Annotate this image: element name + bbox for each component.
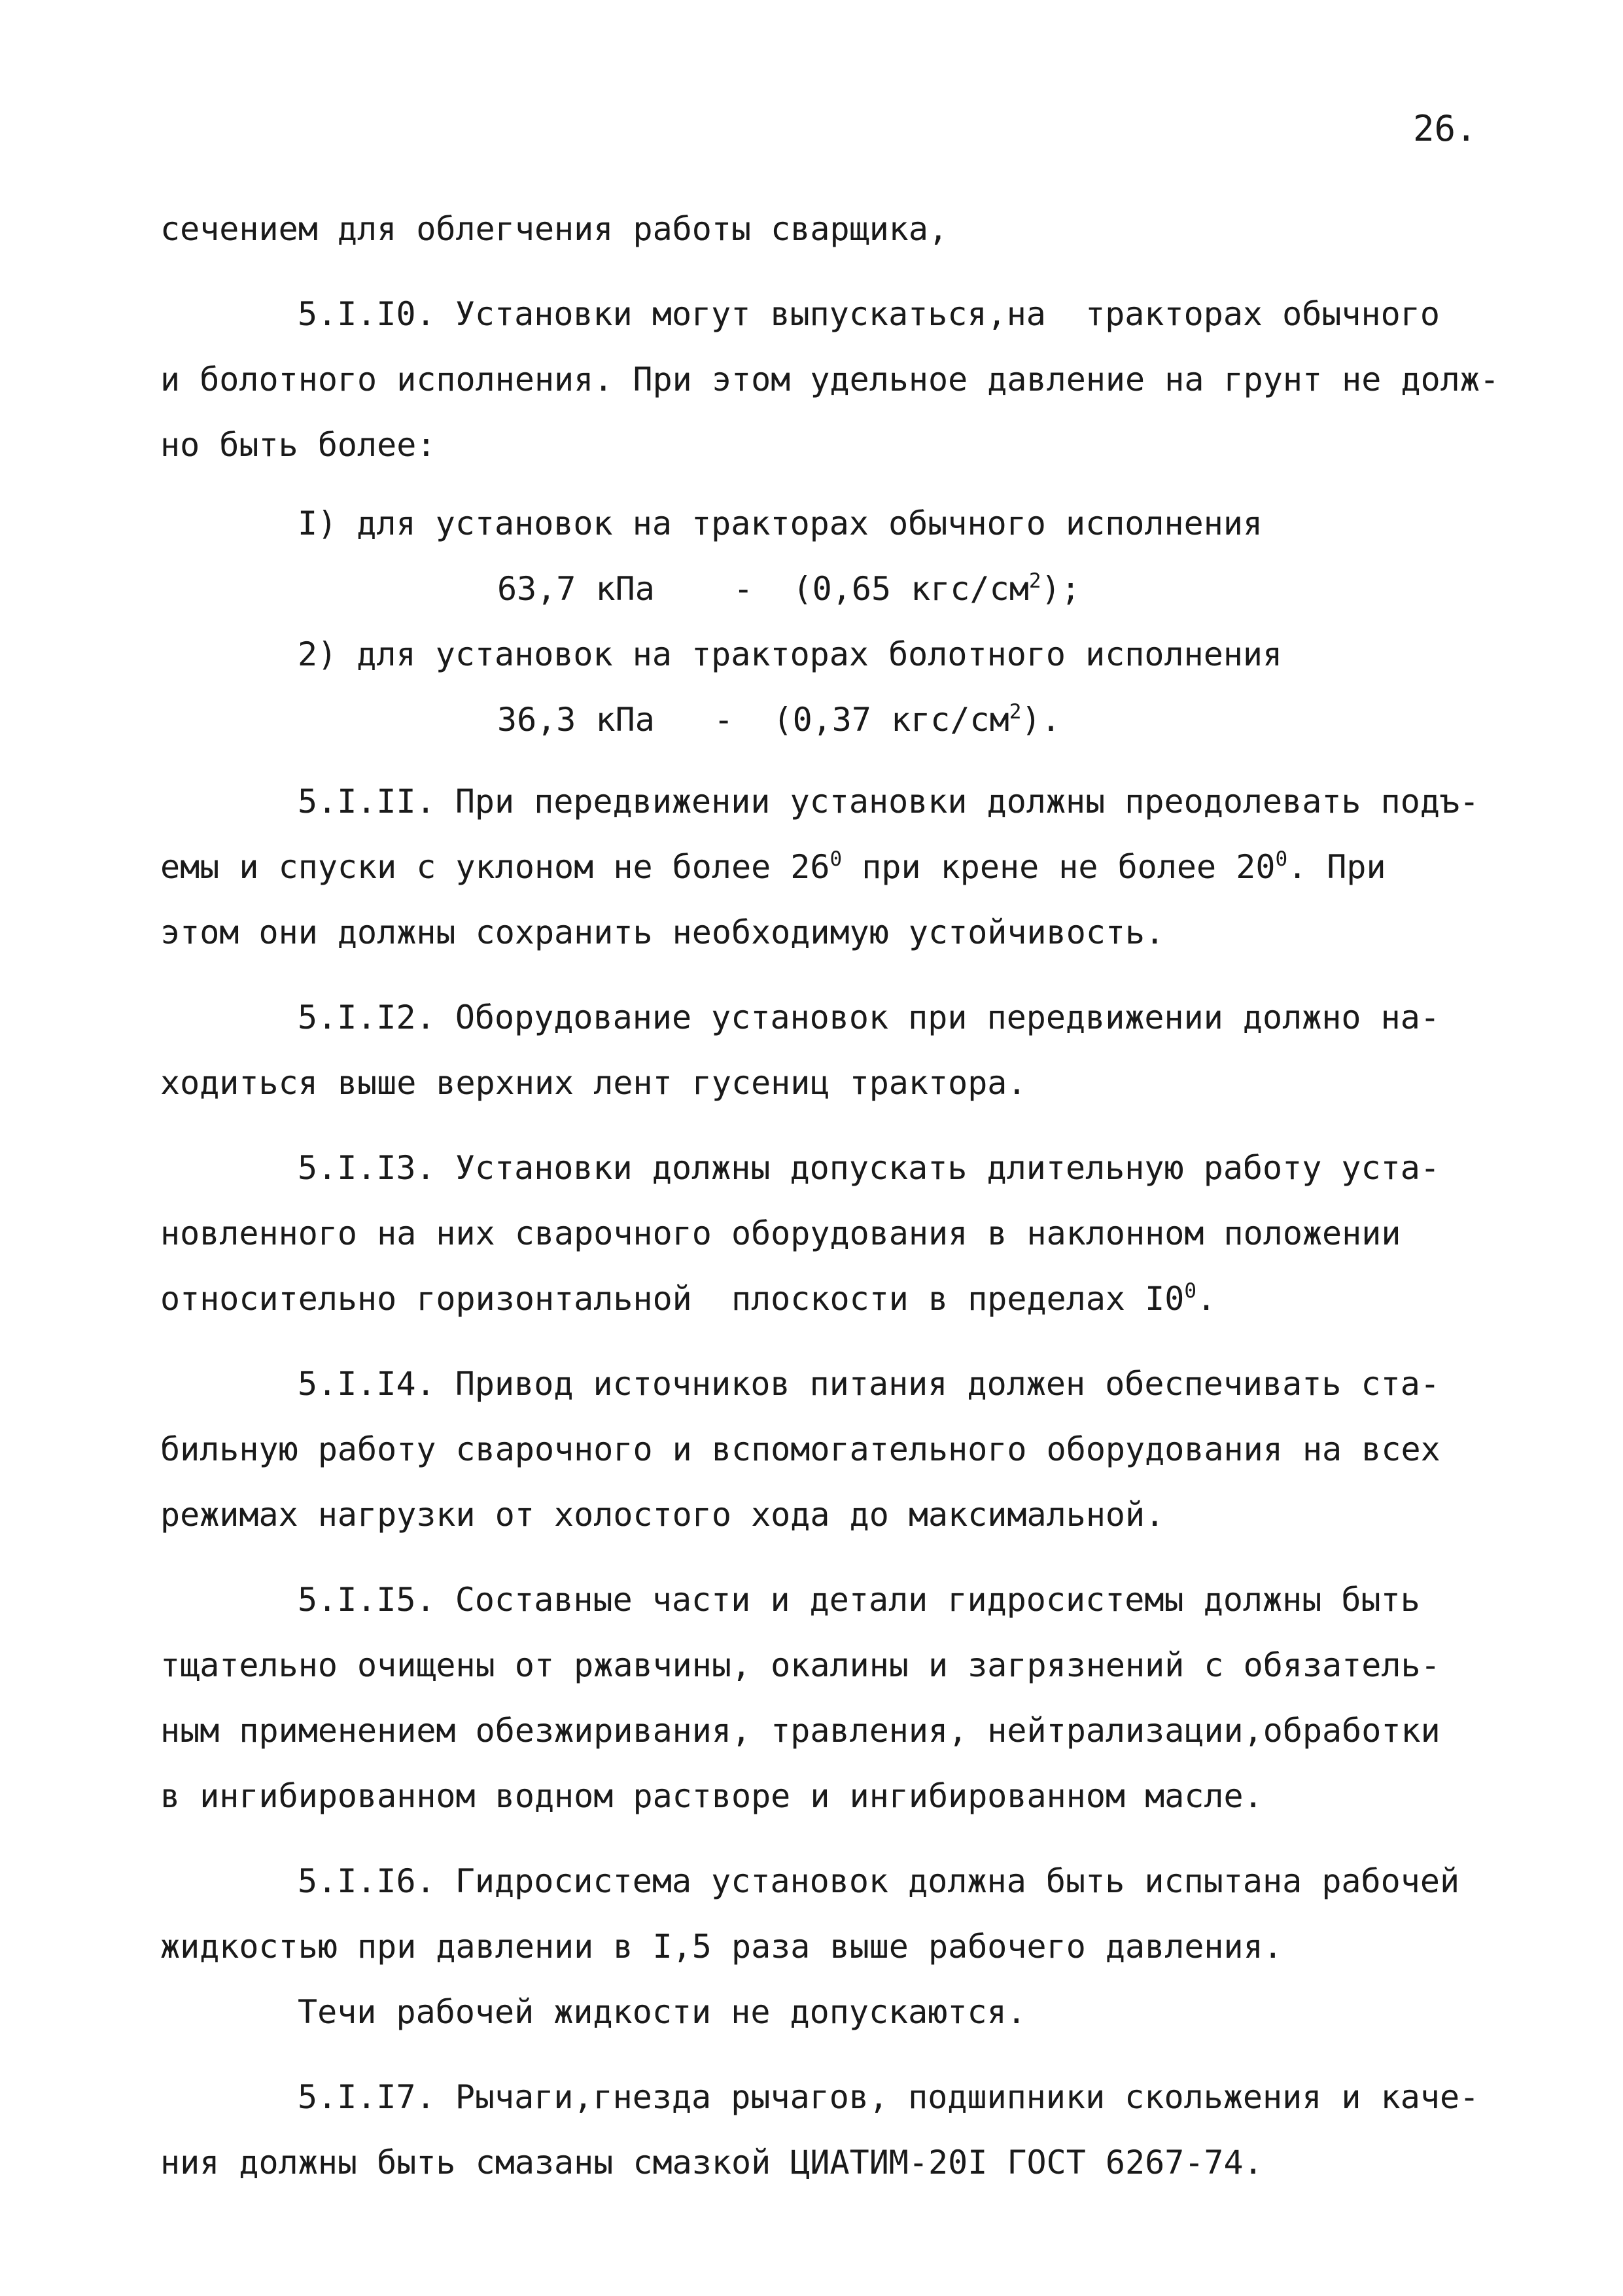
text-line: новленного на них сварочного оборудования в наклонном положении [160, 1214, 1401, 1252]
text-line: тщательно очищены от ржавчины, окалины и загрязнений с обязатель- [160, 1646, 1440, 1684]
degree-mark: 0 [1275, 847, 1288, 871]
paragraph-5-1-12: 5.I.I2. Оборудование установок при передвижении должно на- [298, 998, 1440, 1036]
dash: - [733, 570, 754, 608]
paragraph-5-1-13: 5.I.I3. Установки должны допускать длительную работу уста- [298, 1149, 1440, 1187]
text-line: ным применением обезжиривания, травления, нейтрализации,обработки [160, 1712, 1440, 1750]
pressure-kgf: (0,37 кгс/см [773, 701, 1009, 739]
text-line: относительно горизонтальной плоскости в пределах $I0^0$. [160, 1279, 1217, 1318]
dash: - [714, 701, 734, 739]
superscript: 2 [1028, 569, 1041, 593]
pressure-kpa: 36,3 кПа [497, 701, 655, 739]
list-item-1: I) для установок на тракторах обычного исполнения [298, 504, 1263, 542]
text-line: Течи рабочей жидкости не допускаются. [298, 1993, 1026, 2031]
superscript: 2 [1009, 699, 1022, 724]
pressure-value-2: 36,3 кПа - (0,37 кгс/$см^2$). [497, 699, 1061, 739]
paragraph-5-1-16: 5.I.I6. Гидросистема установок должна быть испытана рабочей [298, 1862, 1460, 1900]
text-line: в ингибированном водном растворе и ингибированном масле. [160, 1777, 1263, 1815]
degree-mark: 0 [1184, 1279, 1197, 1303]
text-line: этом они должны сохранить необходимую устойчивость. [160, 913, 1165, 951]
paragraph-5-1-14: 5.I.I4. Привод источников питания должен обеспечивать ста- [298, 1365, 1440, 1403]
text-line: но быть более: [160, 426, 436, 464]
text-line: и болотного исполнения. При этом удельное давление на грунт не долж- [160, 361, 1499, 398]
text-line: ходиться выше верхних лент гусениц трактора. [160, 1064, 1027, 1102]
paragraph-5-1-10: 5.I.I0. Установки могут выпускаться,на тракторах обычного [298, 295, 1440, 333]
text-line: сечением для облегчения работы сварщика, [160, 210, 949, 248]
page-number: 26. [1413, 108, 1477, 149]
text-line: ния должны быть смазаны смазкой ЦИАТИМ-20I ГОСТ 6267-74. [160, 2144, 1263, 2181]
pressure-kgf: (0,65 кгс/см [792, 570, 1029, 608]
text-line: режимах нагрузки от холостого хода до максимальной. [160, 1496, 1165, 1534]
paragraph-5-1-11: 5.I.II. При передвижении установки должны преодолевать подъ- [298, 783, 1480, 821]
text-line: бильную работу сварочного и вспомогательного оборудования на всех [160, 1430, 1440, 1468]
paragraph-5-1-17: 5.I.I7. Рычаги,гнезда рычагов, подшипники скольжения и каче- [298, 2078, 1480, 2116]
list-item-2: 2) для установок на тракторах болотного исполнения [298, 635, 1283, 673]
degree-mark: 0 [829, 847, 843, 871]
paragraph-5-1-15: 5.I.I5. Составные части и детали гидросистемы должны быть [298, 1581, 1420, 1619]
text-line: емы и спуски с уклоном не более $26^0$ при крене не более $20^0$. При [160, 847, 1386, 886]
text-line: жидкостью при давлении в I,5 раза выше рабочего давления. [160, 1928, 1283, 1966]
pressure-value-1: 63,7 кПа - (0,65 кгс/$см^2$); [497, 569, 1081, 608]
pressure-kpa: 63,7 кПа [497, 570, 655, 608]
